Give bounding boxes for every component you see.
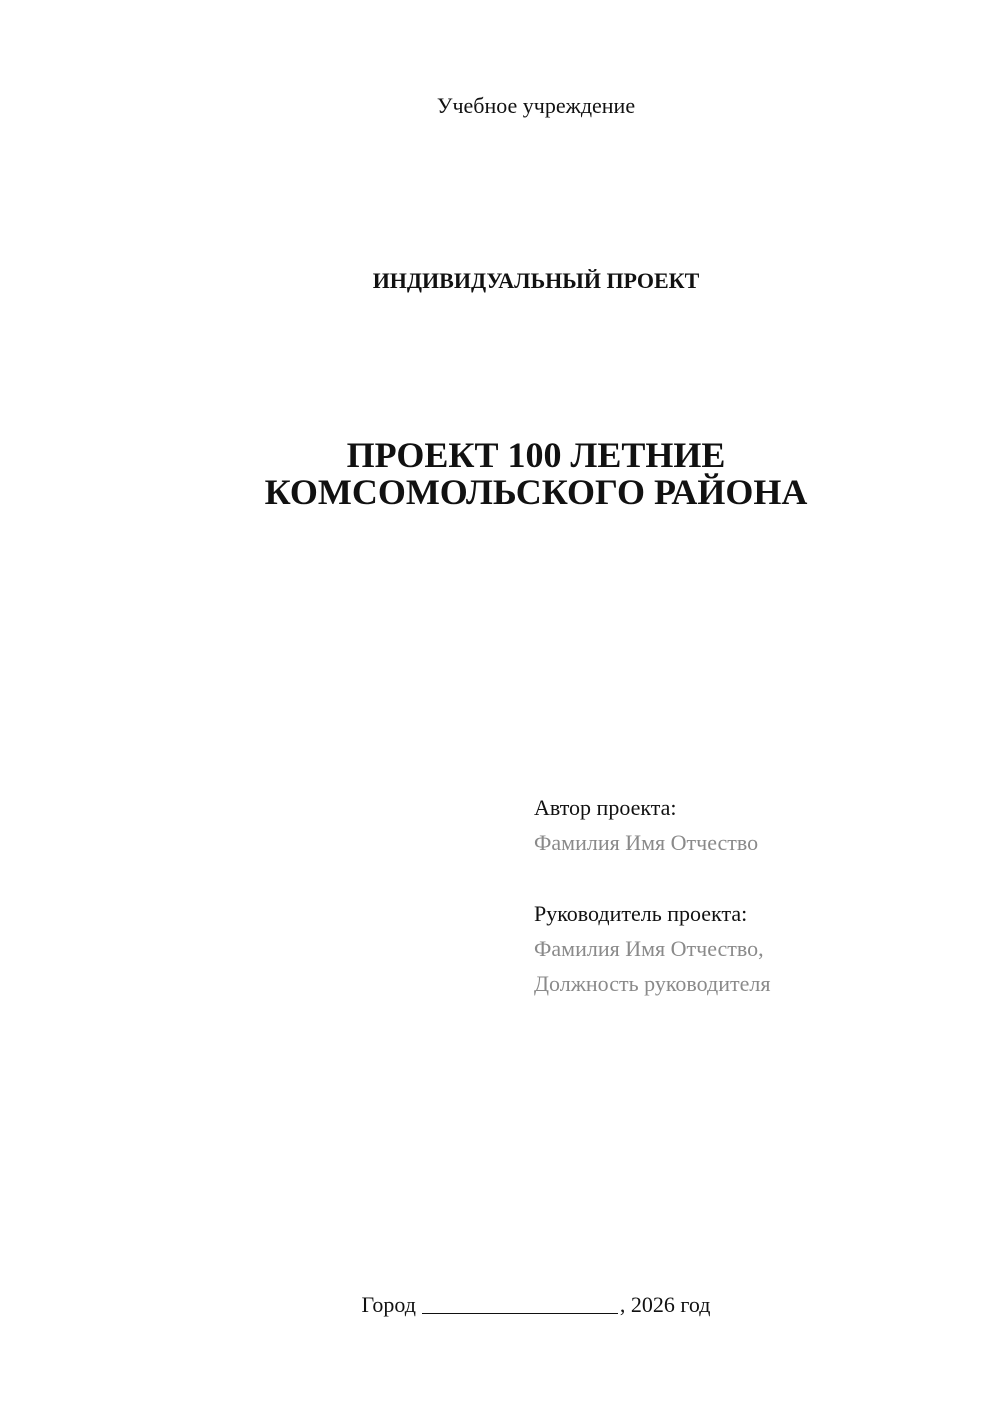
- city-blank-line: [422, 1291, 618, 1314]
- project-title-line-2: КОМСОМОЛЬСКОГО РАЙОНА: [264, 472, 808, 512]
- credits-block: [534, 790, 770, 1001]
- city-year-footer: [0, 1291, 1000, 1318]
- author-label: Автор проекта:: [534, 795, 677, 820]
- supervisor-position-placeholder: Должность руководителя: [534, 971, 771, 996]
- project-title-line-1: ПРОЕКТ 100 ЛЕТНИЕ: [346, 435, 726, 475]
- author-name-placeholder: Фамилия Имя Отчество: [534, 830, 759, 855]
- year-text: , 2026 год: [619, 1292, 711, 1317]
- institution-name: Учебное учреждение: [436, 93, 636, 118]
- spacer: [534, 860, 770, 896]
- document-type-heading: ИНДИВИДУАЛЬНЫЙ ПРОЕКТ: [372, 268, 700, 293]
- project-title: [0, 437, 1000, 511]
- supervisor-name-placeholder: Фамилия Имя Отчество,: [534, 936, 764, 961]
- city-label: Город: [361, 1292, 416, 1317]
- supervisor-label: Руководитель проекта:: [534, 901, 748, 926]
